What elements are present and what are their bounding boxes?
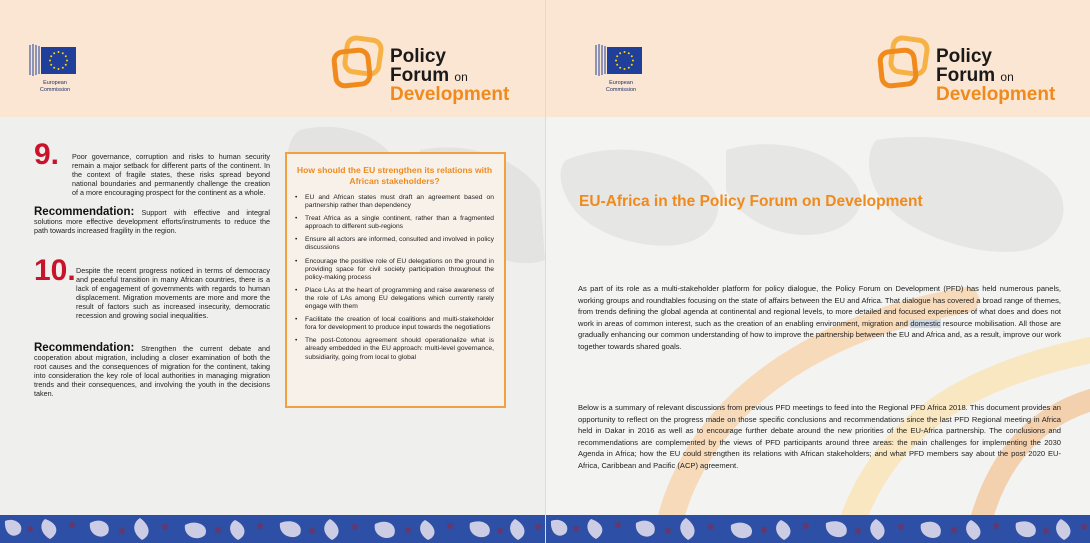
point-10-text: Despite the recent progress noticed in terms of democracy and peaceful transition in many African countries, there is a lack of engagement of governments with regards to human displacement. Migration movements are more and more the result of factors such as increased insecurity, democratic recession and growing social inequalities.	[76, 266, 270, 320]
ec-building-icon	[594, 43, 607, 77]
section-heading: EU-Africa in the Policy Forum on Development	[579, 193, 923, 210]
summary-paragraph: Below is a summary of relevant discussions from previous PFD meetings to feed into the Regional PFD Africa 2018. This document provides an opportunity to reflect on the progress made on those specific conclusions and recommendations since the last PFD Regional meeting in Africa held in Dakar in 2016 as well as to encourage further debate around the new priorities of the EU-Africa partnership. The conclusions and recommendations are complemented by the views of PFD participants around three areas: the main challenges for implementing the 2030 Agenda in Africa; how the EU could strengthen its relations with African stakeholders; and what PFD members say about the post 2020 EU-Africa, Caribbean and Pacific (ACP) agreement.	[578, 403, 1061, 470]
pfd-logo-on: on	[1000, 70, 1014, 84]
ec-building-icon	[28, 43, 41, 77]
recommendation-9-text: Support with effective and integral solutions more effective development efforts/instruments to reduce the path towards increased fragility in the region.	[34, 208, 270, 235]
pfd-logo-line1: Policy	[936, 46, 992, 67]
point-9-text: Poor governance, corruption and risks to human security remain a major setback for different parts of the continent. In the context of fragile states, these risks spread beyond national boundaries and permanently challenge the creation of a more encouraging prospect for the continent as a whole.	[72, 152, 270, 197]
intro-paragraph-start: As part of its role as a multi-stakeholder platform for policy dialogue, the Policy Forum on Development (PFD) has held numerous panels, working groups and roundtables focusing on the state of affairs between the EU and Africa. That dialogue has covered a broad range of themes, from trends defining the global agenda at continental and regional levels, to more detailed and focused experiences of what does and does not work in areas of common interest, such as the creation of an enabling environment, migration and	[578, 284, 1061, 328]
pfd-logo-forum: Forum	[390, 65, 450, 86]
pfd-logo-on: on	[454, 70, 468, 84]
eu-flag-icon	[607, 47, 642, 74]
ec-text-line1: European	[609, 80, 633, 86]
highlighted-word: domestic	[910, 318, 941, 328]
pfd-logo-forum: Forum	[936, 65, 996, 86]
pfd-logo	[330, 31, 520, 111]
box-list-item: • Facilitate the creation of local coalitions and multi-stakeholder fora for development to produce input towards the negotiations	[295, 316, 494, 332]
intro-paragraph-end: resource mobilisation. All those are gradually enhancing our common understanding of how to improve the partnership between the EU and Africa and, as a result, improve our work together towards shared goals.	[578, 318, 1061, 351]
european-commission-logo	[594, 43, 648, 101]
pfd-rounded-square-icon	[876, 35, 932, 91]
recommendation-9	[34, 208, 270, 235]
ec-logo-text	[594, 80, 648, 93]
recommendation-9-label: Recommendation:	[34, 206, 135, 218]
box-list	[295, 194, 494, 362]
box-list-item: • Place LAs at the heart of programming and raise awareness of the role of LAs among EU delegations which currently rarely engage with them	[295, 287, 494, 311]
ec-text-line2: Commission	[605, 86, 637, 93]
right-page	[545, 0, 1090, 543]
point-9-number: 9.	[34, 138, 60, 171]
ec-logo-text	[28, 80, 82, 93]
batik-pattern	[0, 515, 545, 543]
stakeholders-box	[285, 152, 506, 408]
recommendation-10	[34, 344, 270, 398]
batik-footer-band	[0, 515, 545, 543]
pfd-rounded-square-icon	[330, 35, 386, 91]
ec-text-line1: European	[43, 80, 67, 86]
point-10-number: 10.	[34, 254, 76, 287]
ec-text-line2: Commission	[39, 86, 71, 93]
pfd-logo-line3: Development	[936, 84, 1056, 105]
batik-pattern	[546, 515, 1090, 543]
batik-footer-band	[546, 515, 1090, 543]
box-list-item: • EU and African states must draft an agreement based on partnership rather than dependency	[295, 194, 494, 210]
box-list-item: • The post-Cotonou agreement should operationalize what is already embedded in the EU approach: multi-level governance, subsidiarity, going from local to global	[295, 337, 494, 361]
box-list-item: • Ensure all actors are informed, consulted and involved in policy discussions	[295, 236, 494, 252]
box-list-item: • Encourage the positive role of EU delegations on the ground in providing space for civil society participation throughout the policy-making process	[295, 258, 494, 282]
box-list-item: • Treat Africa as a single continent, rather than a fragmented approach to different sub-regions	[295, 215, 494, 231]
intro-paragraph	[578, 283, 1061, 353]
recommendation-10-text: Strengthen the current debate and cooperation about migration, including a closer examination of both the root causes and the consequences of migration for the continent, taking into consideration the key role of local authorities in managing migration trends and their consequences, and involving the youth in the decisions taken.	[34, 344, 270, 398]
eu-flag-icon	[41, 47, 76, 74]
box-title: How should the EU strengthen its relations with African stakeholders?	[296, 165, 493, 186]
recommendation-10-label: Recommendation:	[34, 342, 135, 354]
pfd-logo	[876, 31, 1066, 111]
pfd-logo-line1: Policy	[390, 46, 446, 67]
pfd-logo-line3: Development	[390, 84, 510, 105]
european-commission-logo	[28, 43, 82, 101]
